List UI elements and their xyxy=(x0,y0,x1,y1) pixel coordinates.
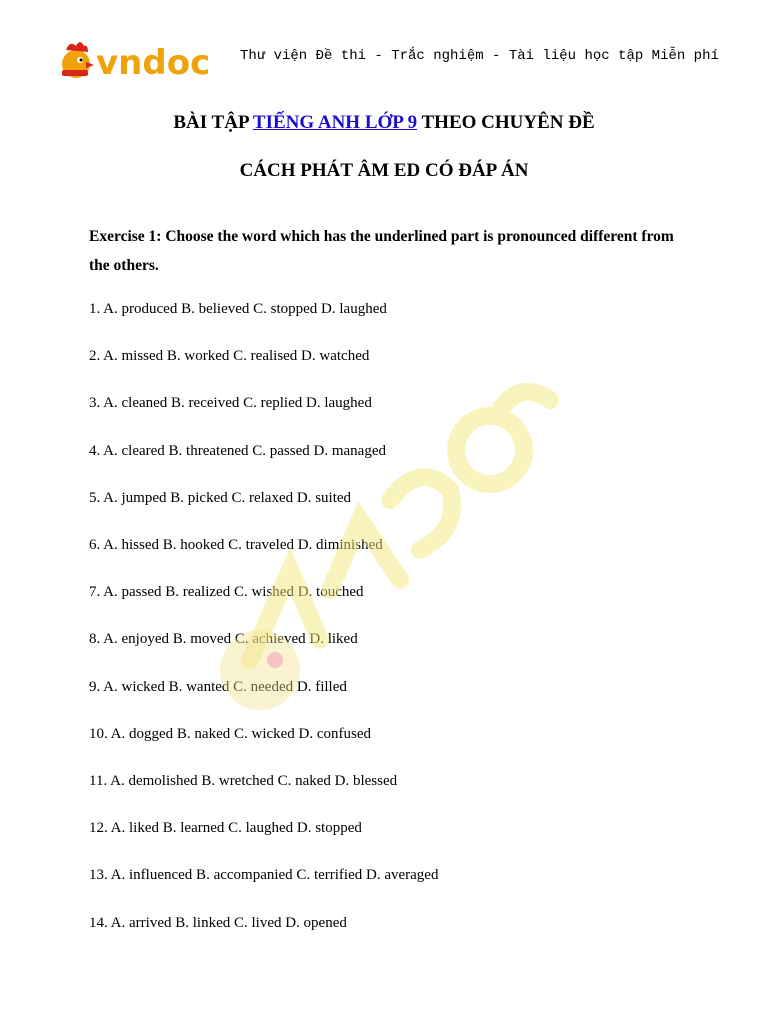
question-item: 6. A. hissed B. hooked C. traveled D. diminished xyxy=(89,537,383,553)
title-prefix: BÀI TẬP xyxy=(173,112,253,133)
page-header xyxy=(56,34,728,86)
question-item: 5. A. jumped B. picked C. relaxed D. suited xyxy=(89,489,352,506)
question-item: 13. A. influenced B. accompanied C. terrified D. averaged xyxy=(89,867,439,884)
question-item: 12. A. liked B. learned C. laughed D. stopped xyxy=(89,820,362,837)
vndoc-logo[interactable] xyxy=(56,34,216,86)
rooster-icon xyxy=(62,42,94,78)
question-item: 2. A. missed B. worked C. realised D. watched xyxy=(89,348,370,365)
title-suffix: THEO CHUYÊN ĐỀ xyxy=(417,112,595,133)
question-item: 1. A. produced B. believed C. stopped D. laughed xyxy=(89,301,387,317)
question-item: 10. A. dogged B. naked C. wicked D. confused xyxy=(89,725,372,742)
question-item: 4. A. cleared B. threatened C. passed D. managed xyxy=(89,442,386,459)
question-item: 3. A. cleaned B. received C. replied D. laughed xyxy=(89,395,372,412)
exercise-heading: Exercise 1: Choose the word which has the underlined part is pronounced different from the others. xyxy=(89,228,674,274)
page-title xyxy=(0,112,768,134)
page-subtitle: CÁCH PHÁT ÂM ED CÓ ĐÁP ÁN xyxy=(239,160,529,181)
question-item: 11. A. demolished B. wretched C. naked D. blessed xyxy=(89,773,398,789)
site-tagline: Thư viện Đề thi - Trắc nghiệm - Tài liệu học tập Miễn phí xyxy=(240,48,719,64)
question-item: 8. A. enjoyed B. moved C. achieved D. liked xyxy=(89,631,358,648)
title-link[interactable]: TIẾNG ANH LỚP 9 xyxy=(252,112,418,133)
logo-text: vndoc xyxy=(96,43,211,83)
question-item: 9. A. wicked B. wanted C. needed D. filled xyxy=(89,678,347,695)
question-item: 7. A. passed B. realized C. wished D. touched xyxy=(89,584,364,601)
question-item: 14. A. arrived B. linked C. lived D. opened xyxy=(89,914,347,931)
